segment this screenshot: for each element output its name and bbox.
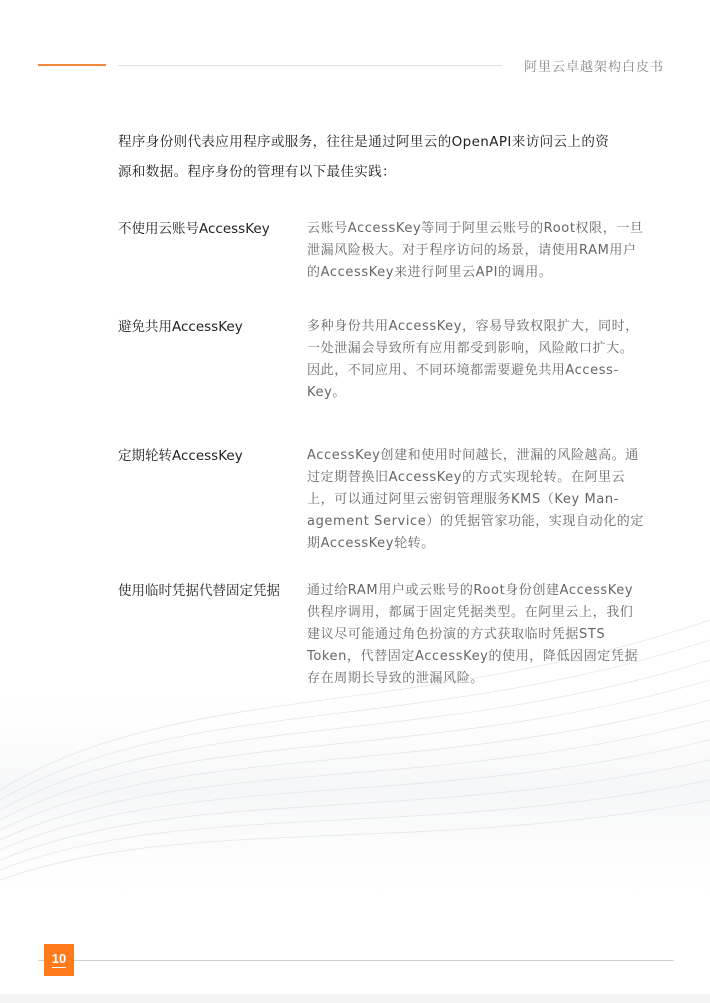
description-line: 通过给RAM用户或云账号的Root身份创建AccessKey bbox=[307, 583, 634, 598]
description-line: agement Service）的凭据管家功能，实现自动化的定 bbox=[307, 514, 644, 529]
practice-label: 不使用云账号AccessKey bbox=[118, 221, 270, 237]
practice-label: 避免共用AccessKey bbox=[118, 319, 243, 335]
practice-label: 使用临时凭据代替固定凭据 bbox=[118, 583, 280, 599]
footer-divider-line bbox=[38, 960, 674, 961]
practice-description bbox=[307, 218, 663, 284]
practice-label: 定期轮转AccessKey bbox=[118, 448, 243, 464]
intro-paragraph bbox=[118, 127, 658, 187]
description-line: 的AccessKey来进行阿里云API的调用。 bbox=[307, 265, 553, 280]
description-line: 期AccessKey轮转。 bbox=[307, 536, 435, 551]
practice-description bbox=[307, 445, 663, 555]
header-divider-line bbox=[118, 65, 502, 66]
description-line: 上，可以通过阿里云密钥管理服务KMS（Key Man- bbox=[307, 492, 620, 507]
description-line: 泄漏风险极大。对于程序访问的场景，请使用RAM用户 bbox=[307, 243, 637, 258]
description-line: AccessKey创建和使用时间越长，泄漏的风险越高。通 bbox=[307, 448, 639, 463]
description-line: 云账号AccessKey等同于阿里云账号的Root权限，一旦 bbox=[307, 221, 644, 236]
page-number: 10 bbox=[51, 951, 67, 966]
description-line: 供程序调用，都属于固定凭据类型。在阿里云上，我们 bbox=[307, 605, 634, 620]
bottom-edge-strip bbox=[0, 994, 710, 1003]
description-line: Token，代替固定AccessKey的使用，降低因固定凭据 bbox=[307, 649, 639, 664]
running-header-title: 阿里云卓越架构白皮书 bbox=[524, 60, 665, 75]
intro-line: 程序身份则代表应用程序或服务，往往是通过阿里云的OpenAPI来访问云上的资 bbox=[118, 134, 610, 150]
description-line: Key。 bbox=[307, 385, 346, 400]
practice-description bbox=[307, 316, 663, 404]
description-line: 存在周期长导致的泄漏风险。 bbox=[307, 671, 484, 686]
practice-description bbox=[307, 580, 663, 690]
intro-line: 源和数据。程序身份的管理有以下最佳实践： bbox=[118, 164, 396, 180]
description-line: 过定期替换旧AccessKey的方式实现轮转。在阿里云 bbox=[307, 470, 626, 485]
description-line: 因此，不同应用、不同环境都需要避免共用Access- bbox=[307, 363, 619, 378]
description-line: 建议尽可能通过角色扮演的方式获取临时凭据STS bbox=[307, 627, 606, 642]
description-line: 多种身份共用AccessKey，容易导致权限扩大，同时， bbox=[307, 319, 639, 334]
description-line: 一处泄漏会导致所有应用都受到影响，风险敞口扩大。 bbox=[307, 341, 634, 356]
page-number-badge bbox=[44, 944, 74, 976]
header-accent-line bbox=[38, 64, 106, 66]
